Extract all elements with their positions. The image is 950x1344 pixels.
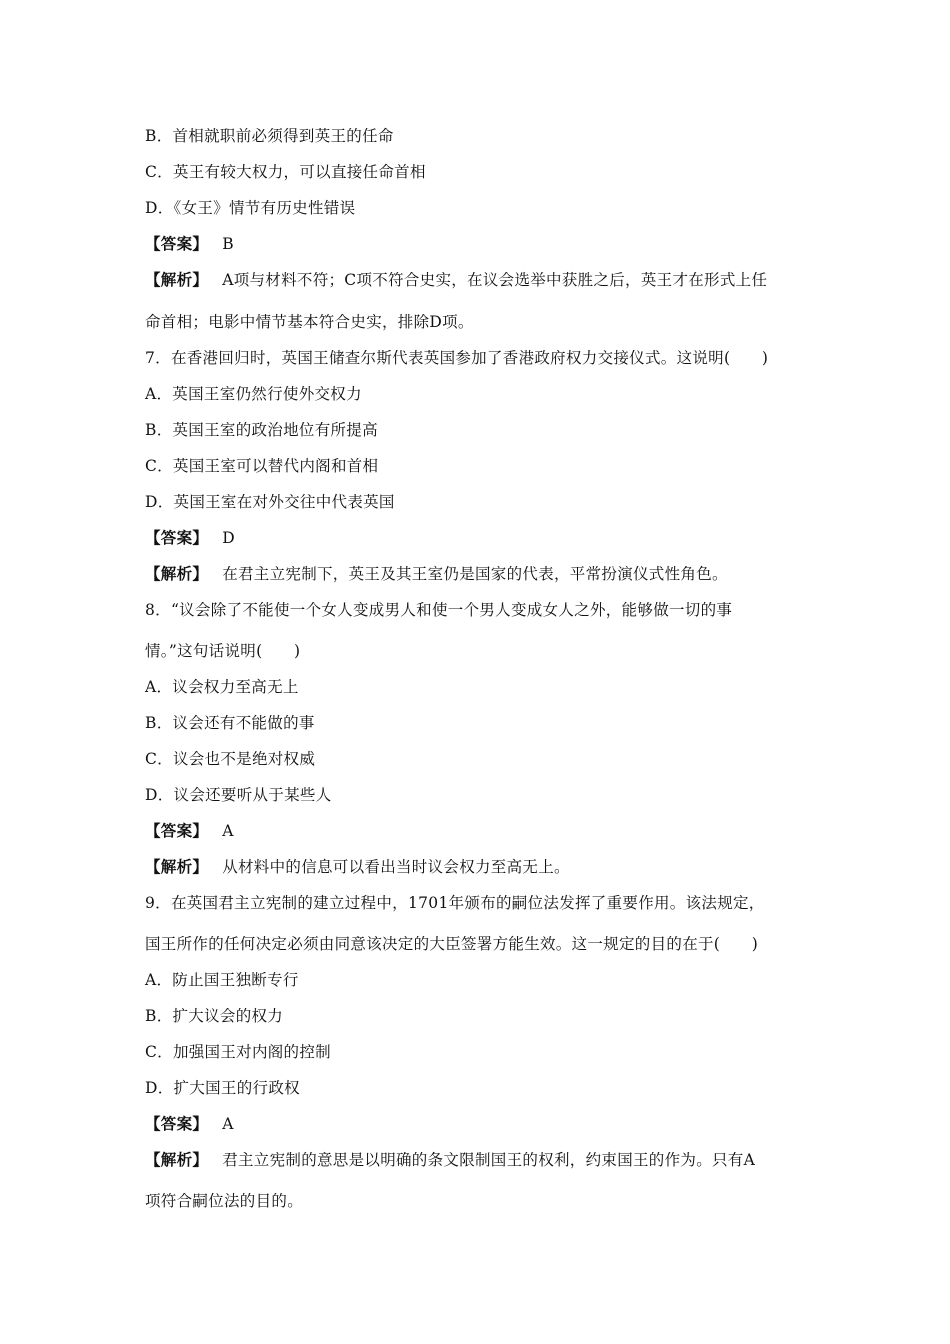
analysis-label: 【解析】	[145, 1150, 209, 1169]
analysis-text: 君主立宪制的意思是以明确的条文限制国王的权利，约束国王的作为。只有A	[222, 1151, 756, 1169]
answer-value: A	[222, 1115, 234, 1133]
q6-analysis-2: 命首相；电影中情节基本符合史实，排除D项。	[145, 313, 474, 331]
q6-analysis-1	[145, 270, 767, 290]
q9-stem-1: 9．在英国君主立宪制的建立过程中，1701年颁布的嗣位法发挥了重要作用。该法规定，	[145, 894, 765, 912]
answer-label: 【答案】	[145, 1114, 209, 1133]
analysis-label: 【解析】	[145, 564, 209, 583]
q7-stem: 7．在香港回归时，英国王储查尔斯代表英国参加了香港政府权力交接仪式。这说明( )	[145, 349, 769, 367]
q9-option-b: B．扩大议会的权力	[145, 1007, 284, 1025]
analysis-text: 在君主立宪制下，英王及其王室仍是国家的代表，平常扮演仪式性角色。	[222, 565, 728, 583]
q9-answer	[145, 1114, 234, 1134]
q8-stem-1: 8．“议会除了不能使一个女人变成男人和使一个男人变成女人之外，能够做一切的事	[145, 601, 733, 619]
q7-option-d: D．英国王室在对外交往中代表英国	[145, 493, 395, 511]
q8-option-d: D．议会还要听从于某些人	[145, 786, 332, 804]
q6-option-b: B．首相就职前必须得到英王的任命	[145, 127, 394, 145]
analysis-text: 从材料中的信息可以看出当时议会权力至高无上。	[222, 858, 570, 876]
q9-analysis-2: 项符合嗣位法的目的。	[145, 1192, 304, 1210]
q8-option-c: C．议会也不是绝对权威	[145, 750, 316, 768]
q8-stem-2: 情。”这句话说明( )	[145, 642, 301, 660]
q7-option-a: A．英国王室仍然行使外交权力	[145, 385, 362, 403]
q7-option-b: B．英国王室的政治地位有所提高	[145, 421, 378, 439]
q9-analysis-1	[145, 1150, 755, 1170]
q7-analysis	[145, 564, 728, 584]
answer-value: A	[222, 822, 234, 840]
answer-value: D	[222, 529, 235, 547]
q8-analysis	[145, 857, 570, 877]
answer-label: 【答案】	[145, 234, 209, 253]
q7-answer	[145, 528, 235, 548]
q6-answer	[145, 234, 234, 254]
q9-option-c: C．加强国王对内阁的控制	[145, 1043, 331, 1061]
answer-value: B	[222, 235, 234, 253]
q6-option-d: D．《女王》情节有历史性错误	[145, 199, 356, 217]
analysis-text: A项与材料不符；C项不符合史实，在议会选举中获胜之后，英王才在形式上任	[222, 271, 768, 289]
q6-option-c: C．英王有较大权力，可以直接任命首相	[145, 163, 426, 181]
analysis-label: 【解析】	[145, 270, 209, 289]
q7-option-c: C．英国王室可以替代内阁和首相	[145, 457, 379, 475]
answer-label: 【答案】	[145, 821, 209, 840]
analysis-label: 【解析】	[145, 857, 209, 876]
q8-answer	[145, 821, 234, 841]
q9-option-a: A．防止国王独断专行	[145, 971, 299, 989]
q9-option-d: D．扩大国王的行政权	[145, 1079, 300, 1097]
answer-label: 【答案】	[145, 528, 209, 547]
q8-option-b: B．议会还有不能做的事	[145, 714, 315, 732]
q9-stem-2: 国王所作的任何决定必须由同意该决定的大臣签署方能生效。这一规定的目的在于( )	[145, 935, 759, 953]
q8-option-a: A．议会权力至高无上	[145, 678, 299, 696]
